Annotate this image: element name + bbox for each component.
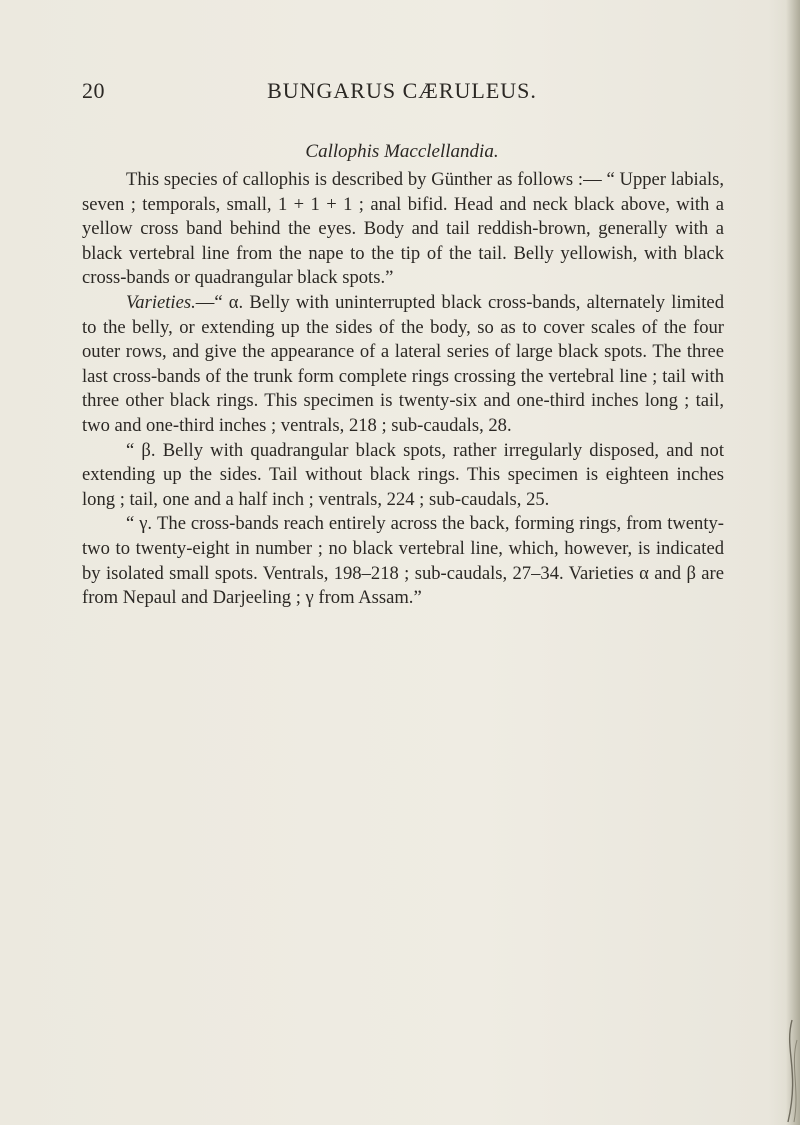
- body-text: [82, 168, 724, 611]
- page-title: BUNGARUS CÆRULEUS.: [267, 78, 537, 103]
- running-head: [82, 78, 722, 108]
- paragraph-text: This species of callophis is described by Günther as follows :— “ Upper labials, seven ; temporals, small, 1 + 1 + 1 ; anal bifid. Head and neck black above, with a yellow cross band behind the eyes. Body and tail reddish-brown, generally with a black vertebral line from the nape to the tip of the tail. Belly yellowish, with black cross-bands or quadrangular black spots.”: [82, 169, 724, 289]
- paragraph-text: “ γ. The cross-bands reach entirely across the back, forming rings, from twenty-two to twenty-eight in number ; no black vertebral line, which, however, is indicated by isolated small spots. Ventrals, 198–218 ; sub-caudals, 27–34. Varieties α and β are from Nepaul and Darjeeling ; γ from Assam.”: [82, 513, 724, 609]
- page-curl-mark: [770, 1010, 800, 1125]
- paragraph-lead: Varieties.: [126, 291, 196, 313]
- paragraph-variety-gamma: [82, 512, 724, 610]
- paragraph-varieties: [82, 291, 724, 439]
- section-title: Callophis Macclellandia.: [305, 141, 499, 162]
- page-edge-shadow: [786, 0, 800, 1125]
- page-number: 20: [82, 78, 105, 103]
- paragraph-text: “ β. Belly with quadrangular black spots, rather irregularly disposed, and not extending up the sides. Tail without black rings. This specimen is eighteen inches long ; tail, one and a half inch ; ventrals, 224 ; sub-caudals, 25.: [82, 439, 724, 510]
- paragraph-variety-beta: [82, 439, 724, 513]
- paragraph-text: —“ α. Belly with uninterrupted black cross-bands, alternately limited to the belly, or extending up the sides of the body, so as to cover scales of the four outer rows, and give the appearance of a lateral series of large black spots. The three last cross-bands of the trunk form complete rings crossing the vertebral line ; tail with three other black rings. This specimen is twenty-six and one-third inches long ; tail, two and one-third inches ; ventrals, 218 ; sub-caudals, 28.: [82, 291, 724, 436]
- paragraph-description: [82, 168, 724, 291]
